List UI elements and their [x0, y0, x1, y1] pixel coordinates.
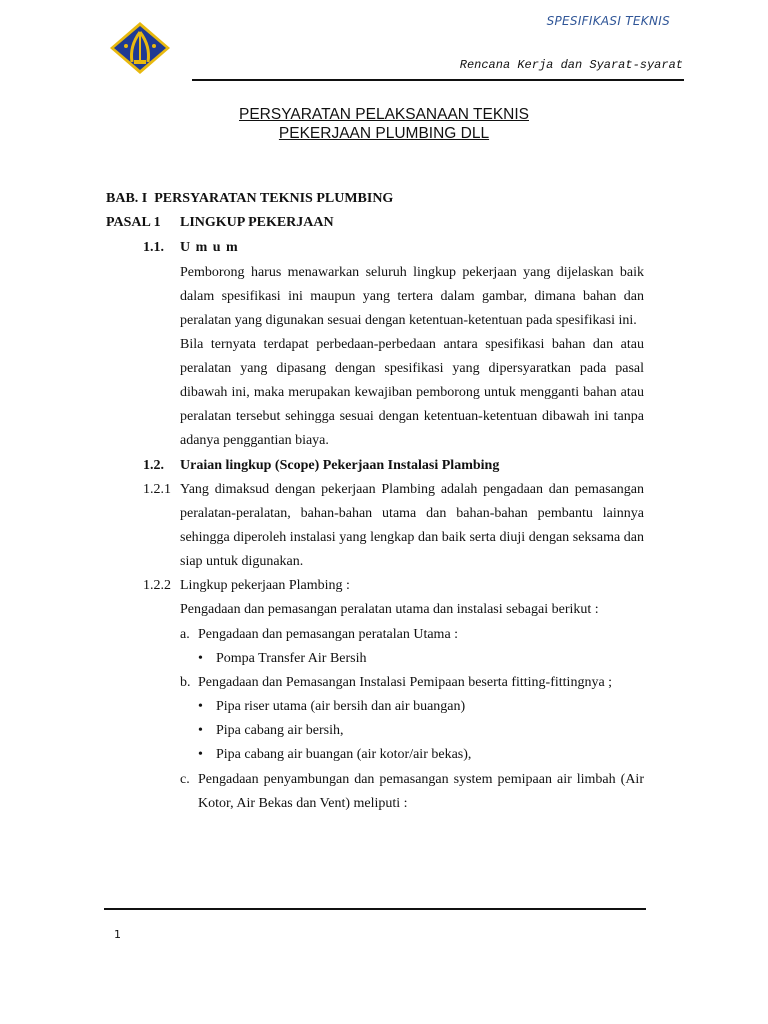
subsection-heading: Lingkup pekerjaan Plambing : [180, 578, 350, 593]
bullet-icon: • [198, 651, 203, 666]
section-number: 1.2. [143, 458, 164, 473]
ministry-logo-icon [108, 20, 172, 76]
list-item: Pipa cabang air buangan (air kotor/air bekas), [216, 747, 472, 762]
spec-label: SPESIFIKASI TEKNIS [546, 14, 670, 28]
subsection-number: 1.2.1 [143, 482, 171, 497]
subsection-paragraph: Yang dimaksud dengan pekerjaan Plambing adalah pengadaan dan pemasangan peralatan-peralatan, bahan-bahan utama dan bahan-bahan pembantu lainnya sehingga diperoleh instalasi yang lengkap dan baik serta diuji dengan seksama dan siap untuk digunakan. [180, 482, 644, 569]
section-paragraph: Pemborong harus menawarkan seluruh lingkup pekerjaan yang dijelaskan baik dalam spesifikasi ini maupun yang tertera dalam gambar, dimana bahan dan peralatan yang digunakan sesuai dengan ketentuan-ketentuan pada spesifikasi ini. [180, 265, 644, 328]
list-item: Pipa riser utama (air bersih dan air buangan) [216, 699, 466, 714]
list-label: c. [180, 772, 190, 787]
section-heading: U m u m [180, 240, 239, 255]
article-number: PASAL 1 [106, 215, 161, 230]
chapter-heading: BAB. I PERSYARATAN TEKNIS PLUMBING [106, 191, 394, 206]
list-label: b. [180, 675, 191, 690]
subsection-number: 1.2.2 [143, 578, 171, 593]
list-item: Pipa cabang air bersih, [216, 723, 344, 738]
bullet-icon: • [198, 723, 203, 738]
subsection-intro: Pengadaan dan pemasangan peralatan utama dan instalasi sebagai berikut : [180, 602, 599, 617]
article-title: LINGKUP PEKERJAAN [180, 215, 334, 230]
list-item-text: Pengadaan dan pemasangan peratalan Utama : [198, 627, 459, 642]
page-number: 1 [114, 928, 121, 941]
bullet-icon: • [198, 699, 203, 714]
page-title-line1: PERSYARATAN PELAKSANAAN TEKNIS [239, 106, 529, 123]
bullet-icon: • [198, 747, 203, 762]
document-subtitle: Rencana Kerja dan Syarat-syarat [459, 58, 683, 72]
section-heading: Uraian lingkup (Scope) Pekerjaan Instalasi Plambing [180, 458, 500, 473]
header-divider [192, 79, 684, 81]
page-title-line2: PEKERJAAN PLUMBING DLL [278, 125, 490, 142]
list-item-text: Pengadaan penyambungan dan pemasangan system pemipaan air limbah (Air Kotor, Air Bekas dan Vent) meliputi : [198, 772, 644, 811]
section-paragraph: Bila ternyata terdapat perbedaan-perbedaan antara spesifikasi bahan dan atau peralatan yang dipasang dengan spesifikasi yang dipersyaratkan pada pasal dibawah ini, maka merupakan kewajiban pemborong untuk mengganti bahan atau peralatan tersebut sehingga sesuai dengan ketentuan-ketentuan dibawah ini tanpa adanya penggantian biaya. [180, 337, 644, 448]
list-item: Pompa Transfer Air Bersih [216, 651, 367, 666]
section-number: 1.1. [143, 240, 164, 255]
footer-divider [104, 908, 646, 910]
list-item-text: Pengadaan dan Pemasangan Instalasi Pemipaan beserta fitting-fittingnya ; [198, 675, 613, 690]
list-label: a. [180, 627, 190, 642]
